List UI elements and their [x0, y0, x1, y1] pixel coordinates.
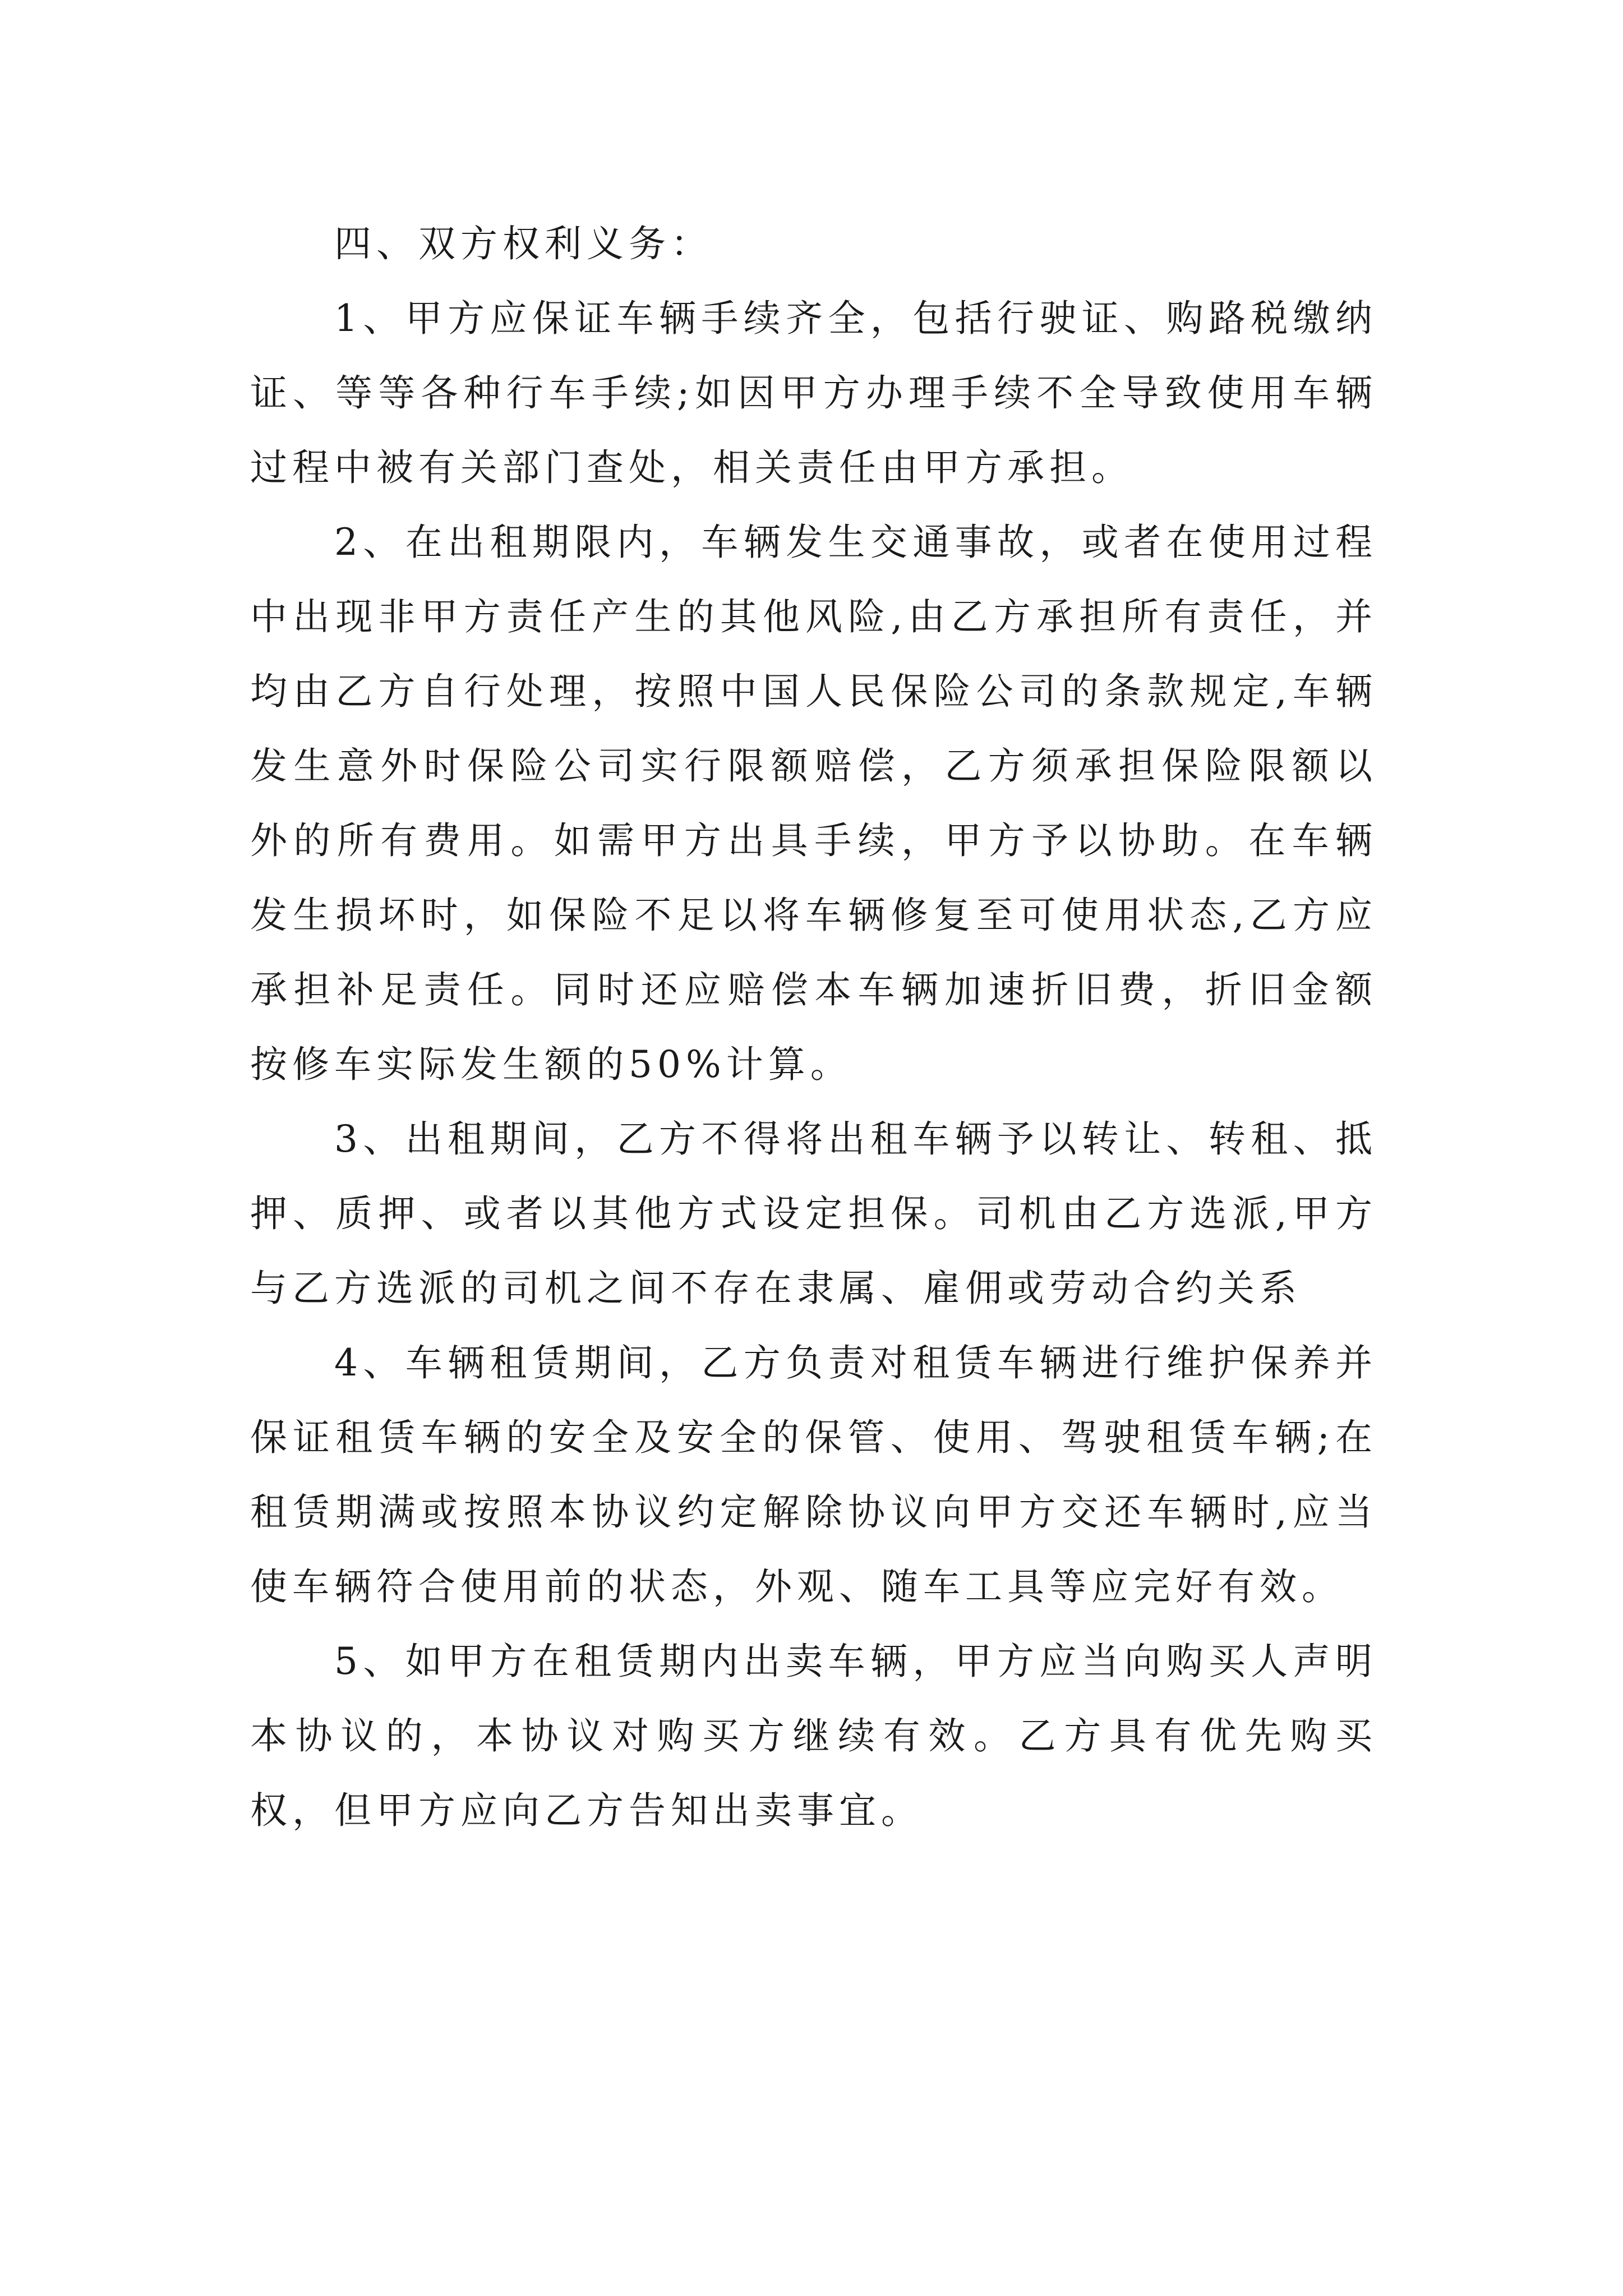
- document-body: [250, 206, 1377, 1848]
- clause-4: 4、车辆租赁期间，乙方负责对租赁车辆进行维护保养并保证租赁车辆的安全及安全的保管、使用、驾驶租赁车辆;在租赁期满或按照本协议约定解除协议向甲方交还车辆时,应当使车辆符合使用前的状态，外观、随车工具等应完好有效。: [250, 1341, 1377, 1608]
- clause-2: 2、在出租期限内，车辆发生交通事故，或者在使用过程中出现非甲方责任产生的其他风险,由乙方承担所有责任，并均由乙方自行处理，按照中国人民保险公司的条款规定,车辆发生意外时保险公司实行限额赔偿，乙方须承担保险限额以外的所有费用。如需甲方出具手续，甲方予以协助。在车辆发生损坏时，如保险不足以将车辆修复至可使用状态,乙方应承担补足责任。同时还应赔偿本车辆加速折旧费，折旧金额按修车实际发生额的50%计算。: [250, 521, 1377, 1086]
- clause-5: 5、如甲方在租赁期内出卖车辆，甲方应当向购买人声明本协议的，本协议对购买方继续有效。乙方具有优先购买权，但甲方应向乙方告知出卖事宜。: [250, 1640, 1377, 1832]
- clause-1: 1、甲方应保证车辆手续齐全，包括行驶证、购路税缴纳证、等等各种行车手续;如因甲方办理手续不全导致使用车辆过程中被有关部门查处，相关责任由甲方承担。: [250, 297, 1377, 489]
- clause-3: 3、出租期间，乙方不得将出租车辆予以转让、转租、抵押、质押、或者以其他方式设定担保。司机由乙方选派,甲方与乙方选派的司机之间不存在隶属、雇佣或劳动合约关系: [250, 1117, 1377, 1310]
- section-heading: 四、双方权利义务：: [334, 222, 713, 265]
